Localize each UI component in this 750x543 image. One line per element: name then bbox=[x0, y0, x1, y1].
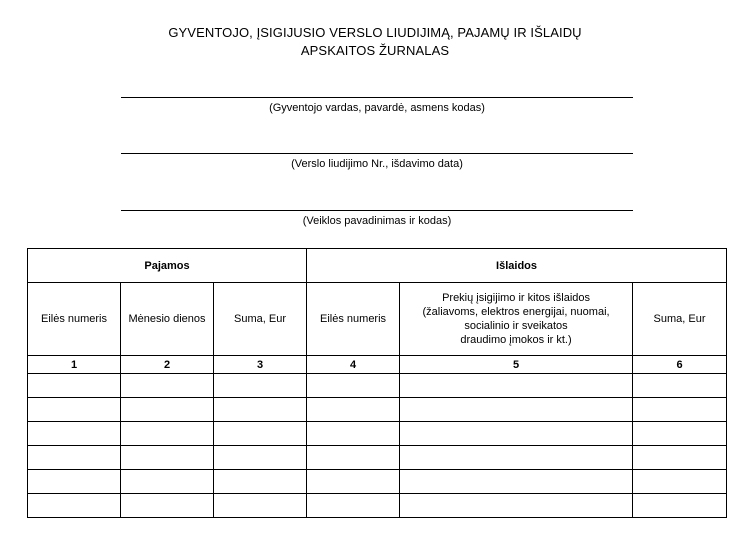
column-number: 4 bbox=[307, 356, 400, 374]
income-expense-table bbox=[27, 248, 727, 518]
table-cell[interactable] bbox=[121, 494, 214, 518]
table-cell[interactable] bbox=[307, 446, 400, 470]
table-cell[interactable] bbox=[400, 470, 633, 494]
resident-name-caption: (Gyventojo vardas, pavardė, asmens kodas) bbox=[269, 102, 485, 114]
table-cell[interactable] bbox=[214, 422, 307, 446]
table-cell[interactable] bbox=[28, 470, 121, 494]
table-cell[interactable] bbox=[633, 374, 727, 398]
table-cell[interactable] bbox=[400, 494, 633, 518]
title-line-1: GYVENTOJO, ĮSIGIJUSIO VERSLO LIUDIJIMĄ, PAJAMŲ IR IŠLAIDŲ bbox=[168, 25, 582, 40]
table-row bbox=[28, 446, 727, 470]
table-cell[interactable] bbox=[400, 422, 633, 446]
income-date-header: Mėnesio dienos bbox=[121, 283, 214, 356]
table-cell[interactable] bbox=[307, 422, 400, 446]
table-row bbox=[28, 494, 727, 518]
expenses-group-header: Išlaidos bbox=[307, 249, 727, 283]
table-cell[interactable] bbox=[307, 374, 400, 398]
table-cell[interactable] bbox=[28, 398, 121, 422]
expense-description-line-4: draudimo įmokos ir kt.) bbox=[460, 334, 572, 346]
table-cell[interactable] bbox=[400, 398, 633, 422]
table-cell[interactable] bbox=[121, 446, 214, 470]
table-cell[interactable] bbox=[214, 446, 307, 470]
column-number: 2 bbox=[121, 356, 214, 374]
expense-description-line-3: socialinio ir sveikatos bbox=[464, 320, 568, 332]
table-row bbox=[28, 398, 727, 422]
table-cell[interactable] bbox=[121, 470, 214, 494]
table-cell[interactable] bbox=[633, 398, 727, 422]
activity-name-line[interactable] bbox=[121, 210, 633, 211]
table-cell[interactable] bbox=[214, 470, 307, 494]
table-cell[interactable] bbox=[214, 494, 307, 518]
expense-description-line-2: (žaliavoms, elektros energijai, nuomai, bbox=[422, 306, 610, 318]
column-number: 3 bbox=[214, 356, 307, 374]
resident-name-line[interactable] bbox=[121, 97, 633, 98]
expense-sum-header: Suma, Eur bbox=[633, 283, 727, 356]
table-cell[interactable] bbox=[307, 494, 400, 518]
table-cell[interactable] bbox=[214, 398, 307, 422]
table-cell[interactable] bbox=[121, 422, 214, 446]
table-cell[interactable] bbox=[400, 446, 633, 470]
income-group-header: Pajamos bbox=[28, 249, 307, 283]
table-cell[interactable] bbox=[28, 446, 121, 470]
table-cell[interactable] bbox=[633, 494, 727, 518]
table-cell[interactable] bbox=[214, 374, 307, 398]
table-cell[interactable] bbox=[633, 446, 727, 470]
income-sum-header: Suma, Eur bbox=[214, 283, 307, 356]
certificate-number-caption: (Verslo liudijimo Nr., išdavimo data) bbox=[291, 158, 463, 170]
table-cell[interactable] bbox=[633, 422, 727, 446]
table-cell[interactable] bbox=[28, 494, 121, 518]
activity-name-caption: (Veiklos pavadinimas ir kodas) bbox=[302, 215, 452, 227]
table-cell[interactable] bbox=[28, 374, 121, 398]
expense-description-line-1: Prekių įsigijimo ir kitos išlaidos bbox=[442, 292, 590, 304]
table-row bbox=[28, 470, 727, 494]
table-cell[interactable] bbox=[307, 470, 400, 494]
expense-description-header bbox=[400, 283, 633, 356]
column-number: 1 bbox=[28, 356, 121, 374]
table-cell[interactable] bbox=[28, 422, 121, 446]
column-number: 6 bbox=[633, 356, 727, 374]
certificate-number-line[interactable] bbox=[121, 153, 633, 154]
column-number: 5 bbox=[400, 356, 633, 374]
table-cell[interactable] bbox=[121, 398, 214, 422]
table-cell[interactable] bbox=[121, 374, 214, 398]
table-row bbox=[28, 422, 727, 446]
journal-title bbox=[0, 24, 750, 60]
expense-number-header: Eilės numeris bbox=[307, 283, 400, 356]
income-number-header: Eilės numeris bbox=[28, 283, 121, 356]
table-cell[interactable] bbox=[307, 398, 400, 422]
title-line-2: APSKAITOS ŽURNALAS bbox=[300, 43, 450, 58]
table-row bbox=[28, 374, 727, 398]
table-cell[interactable] bbox=[633, 470, 727, 494]
table-cell[interactable] bbox=[400, 374, 633, 398]
